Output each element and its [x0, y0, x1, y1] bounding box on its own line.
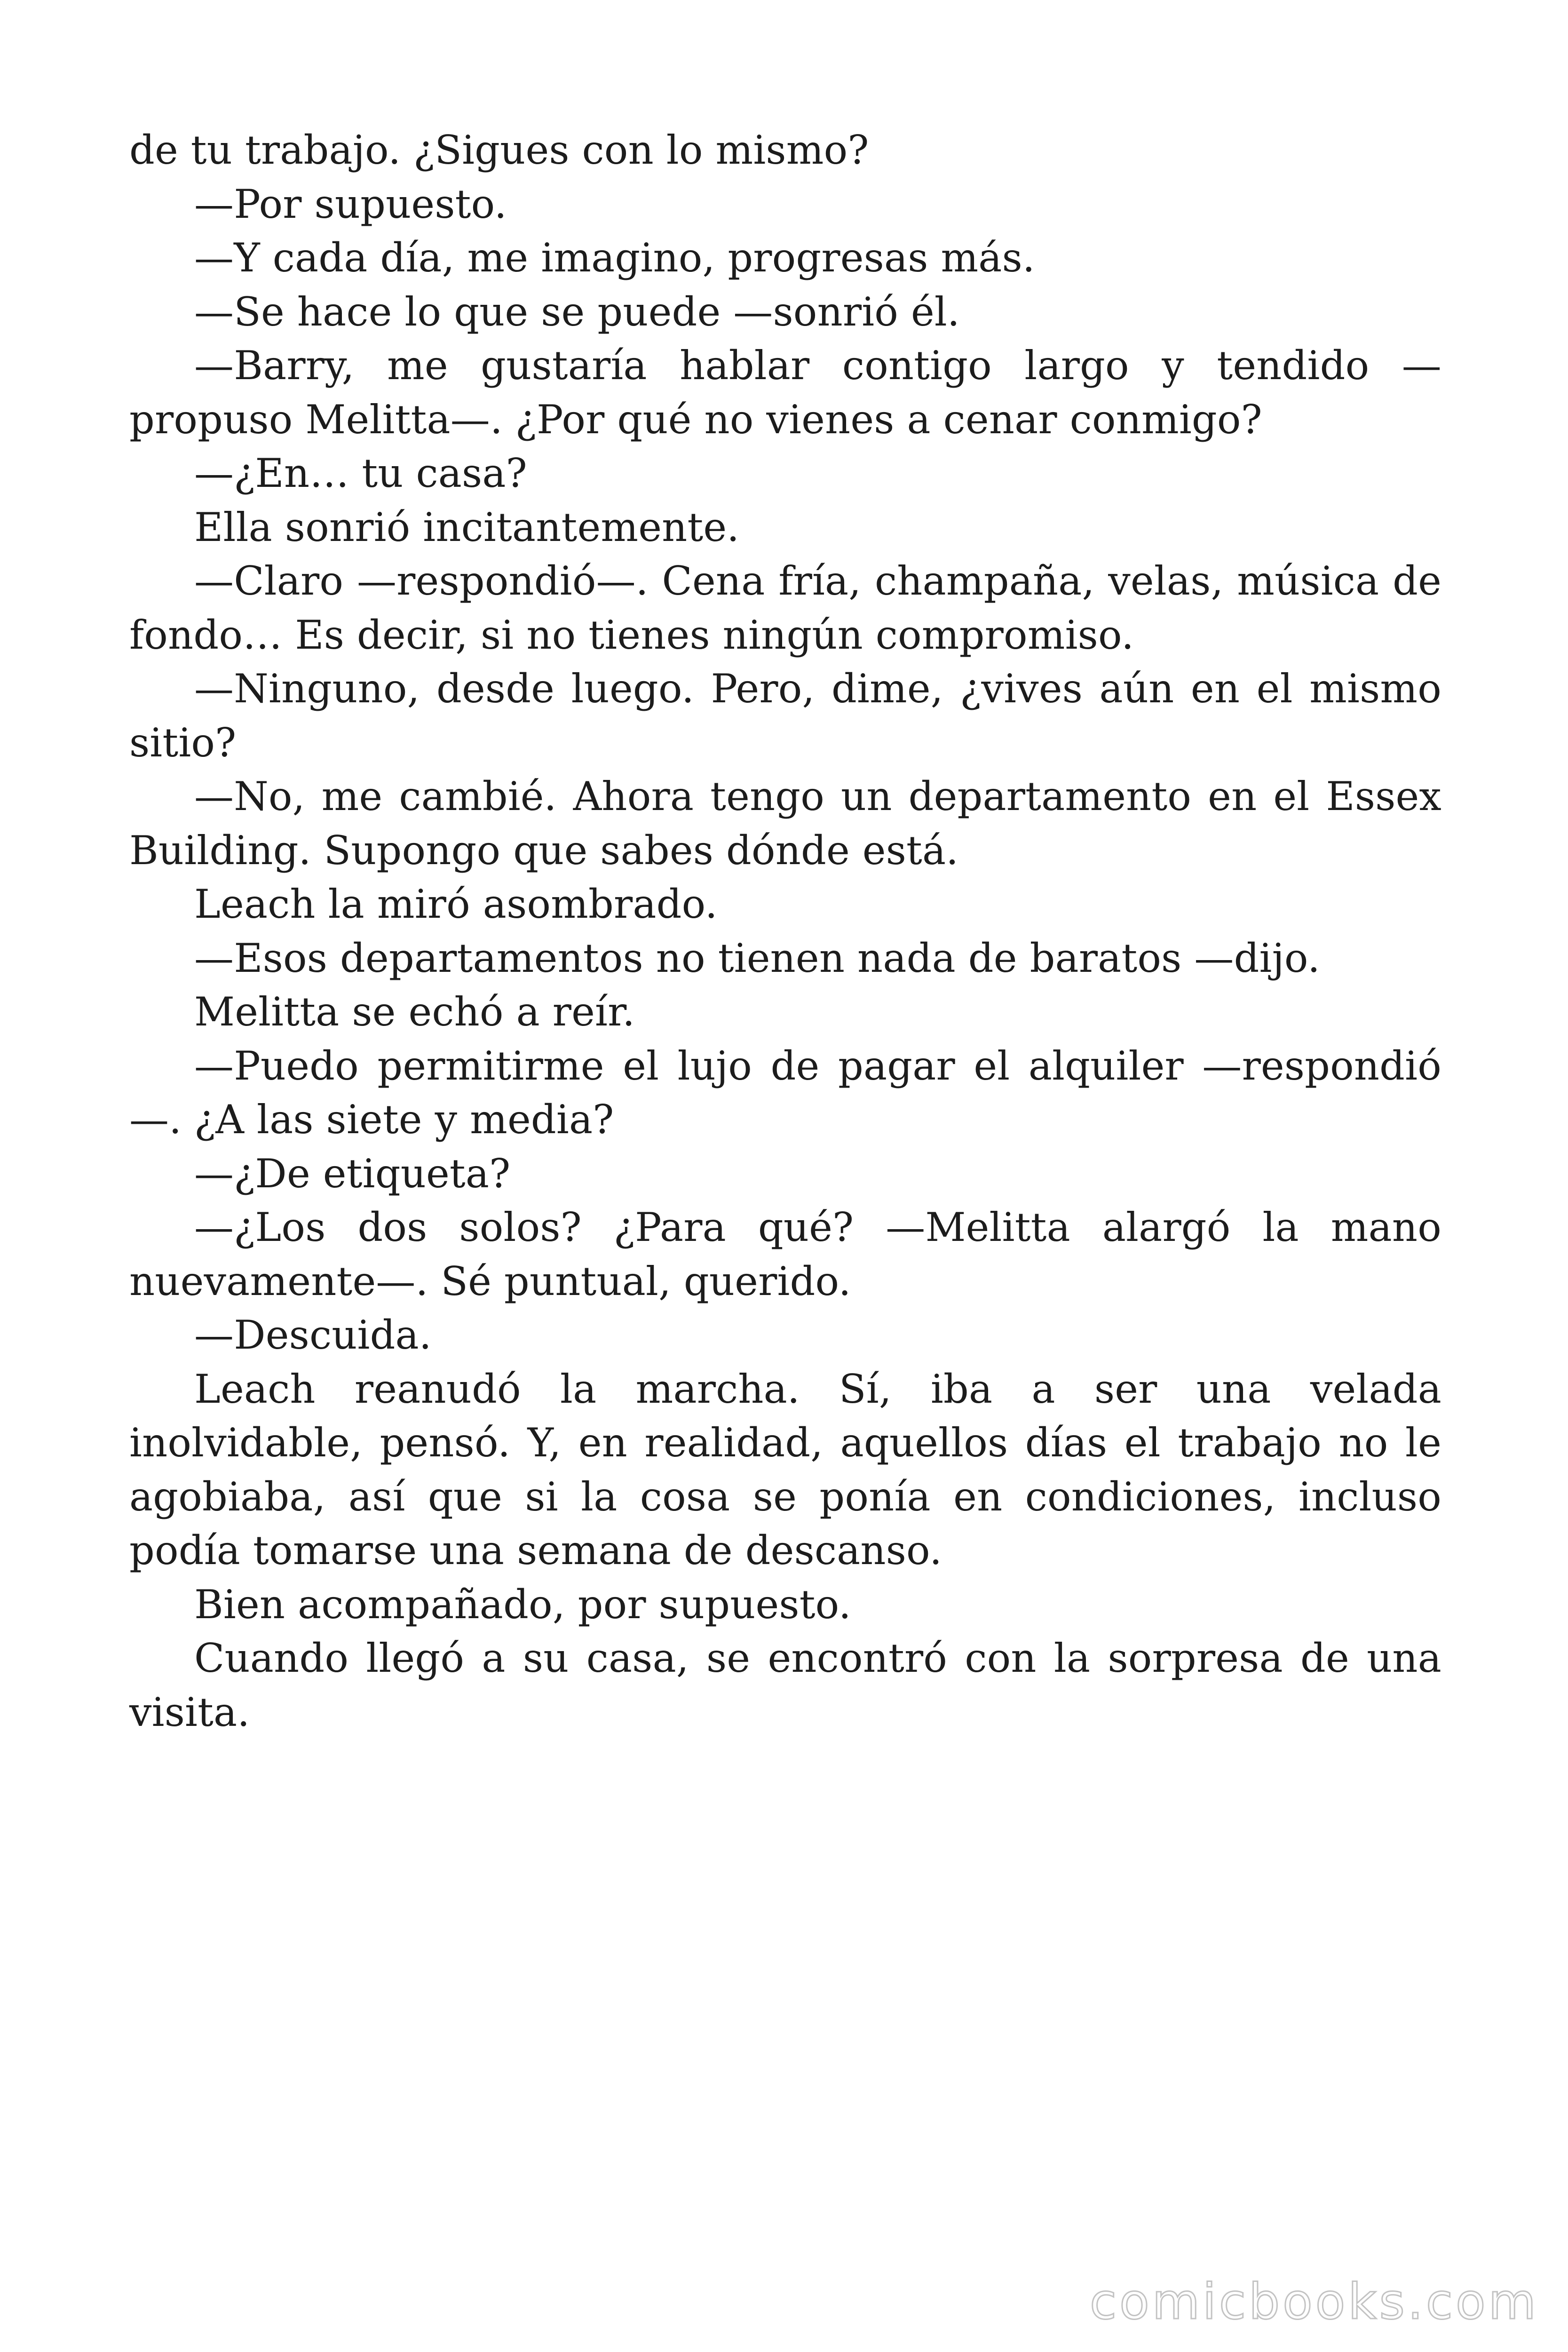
- paragraph: —Barry, me gustaría hablar contigo largo y tendido —propuso Melitta—. ¿Por qué no vienes a cenar conmigo?: [129, 342, 1441, 443]
- paragraph: Ella sonrió incitantemente.: [194, 504, 740, 550]
- paragraph: Bien acompañado, por supuesto.: [194, 1581, 851, 1628]
- paragraph: —¿En… tu casa?: [194, 450, 527, 496]
- paragraph: Leach la miró asombrado.: [194, 881, 718, 927]
- paragraph: de tu trabajo. ¿Sigues con lo mismo?: [129, 127, 869, 173]
- paragraph: —¿De etiqueta?: [194, 1150, 511, 1197]
- paragraph: —Ninguno, desde luego. Pero, dime, ¿vives aún en el mismo sitio?: [129, 666, 1441, 766]
- paragraph: —Por supuesto.: [194, 181, 507, 227]
- watermark: comicbooks.com: [1089, 2273, 1539, 2330]
- page-text: [129, 123, 1441, 1739]
- paragraph: Cuando llegó a su casa, se encontró con la sorpresa de una visita.: [129, 1635, 1441, 1735]
- paragraph: —Se hace lo que se puede —sonrió él.: [194, 288, 960, 335]
- paragraph: —¿Los dos solos? ¿Para qué? —Melitta alargó la mano nuevamente—. Sé puntual, querido.: [129, 1204, 1441, 1304]
- paragraph: Leach reanudó la marcha. Sí, iba a ser una velada inolvidable, pensó. Y, en realidad, aquellos días el trabajo no le agobiaba, así que si la cosa se ponía en condiciones, incluso podía tomarse una semana de descanso.: [129, 1366, 1441, 1573]
- paragraph: Melitta se echó a reír.: [194, 989, 635, 1035]
- paragraph: —Claro —respondió—. Cena fría, champaña, velas, música de fondo… Es decir, si no tienes ningún compromiso.: [129, 558, 1441, 658]
- paragraph: —Descuida.: [194, 1312, 432, 1358]
- paragraph: —Esos departamentos no tienen nada de baratos —dijo.: [194, 935, 1321, 981]
- paragraph: —No, me cambié. Ahora tengo un departamento en el Essex Building. Supongo que sabes dónde está.: [129, 773, 1441, 874]
- paragraph: —Puedo permitirme el lujo de pagar el alquiler —respondió—. ¿A las siete y media?: [129, 1042, 1441, 1143]
- paragraph: —Y cada día, me imagino, progresas más.: [194, 235, 1035, 281]
